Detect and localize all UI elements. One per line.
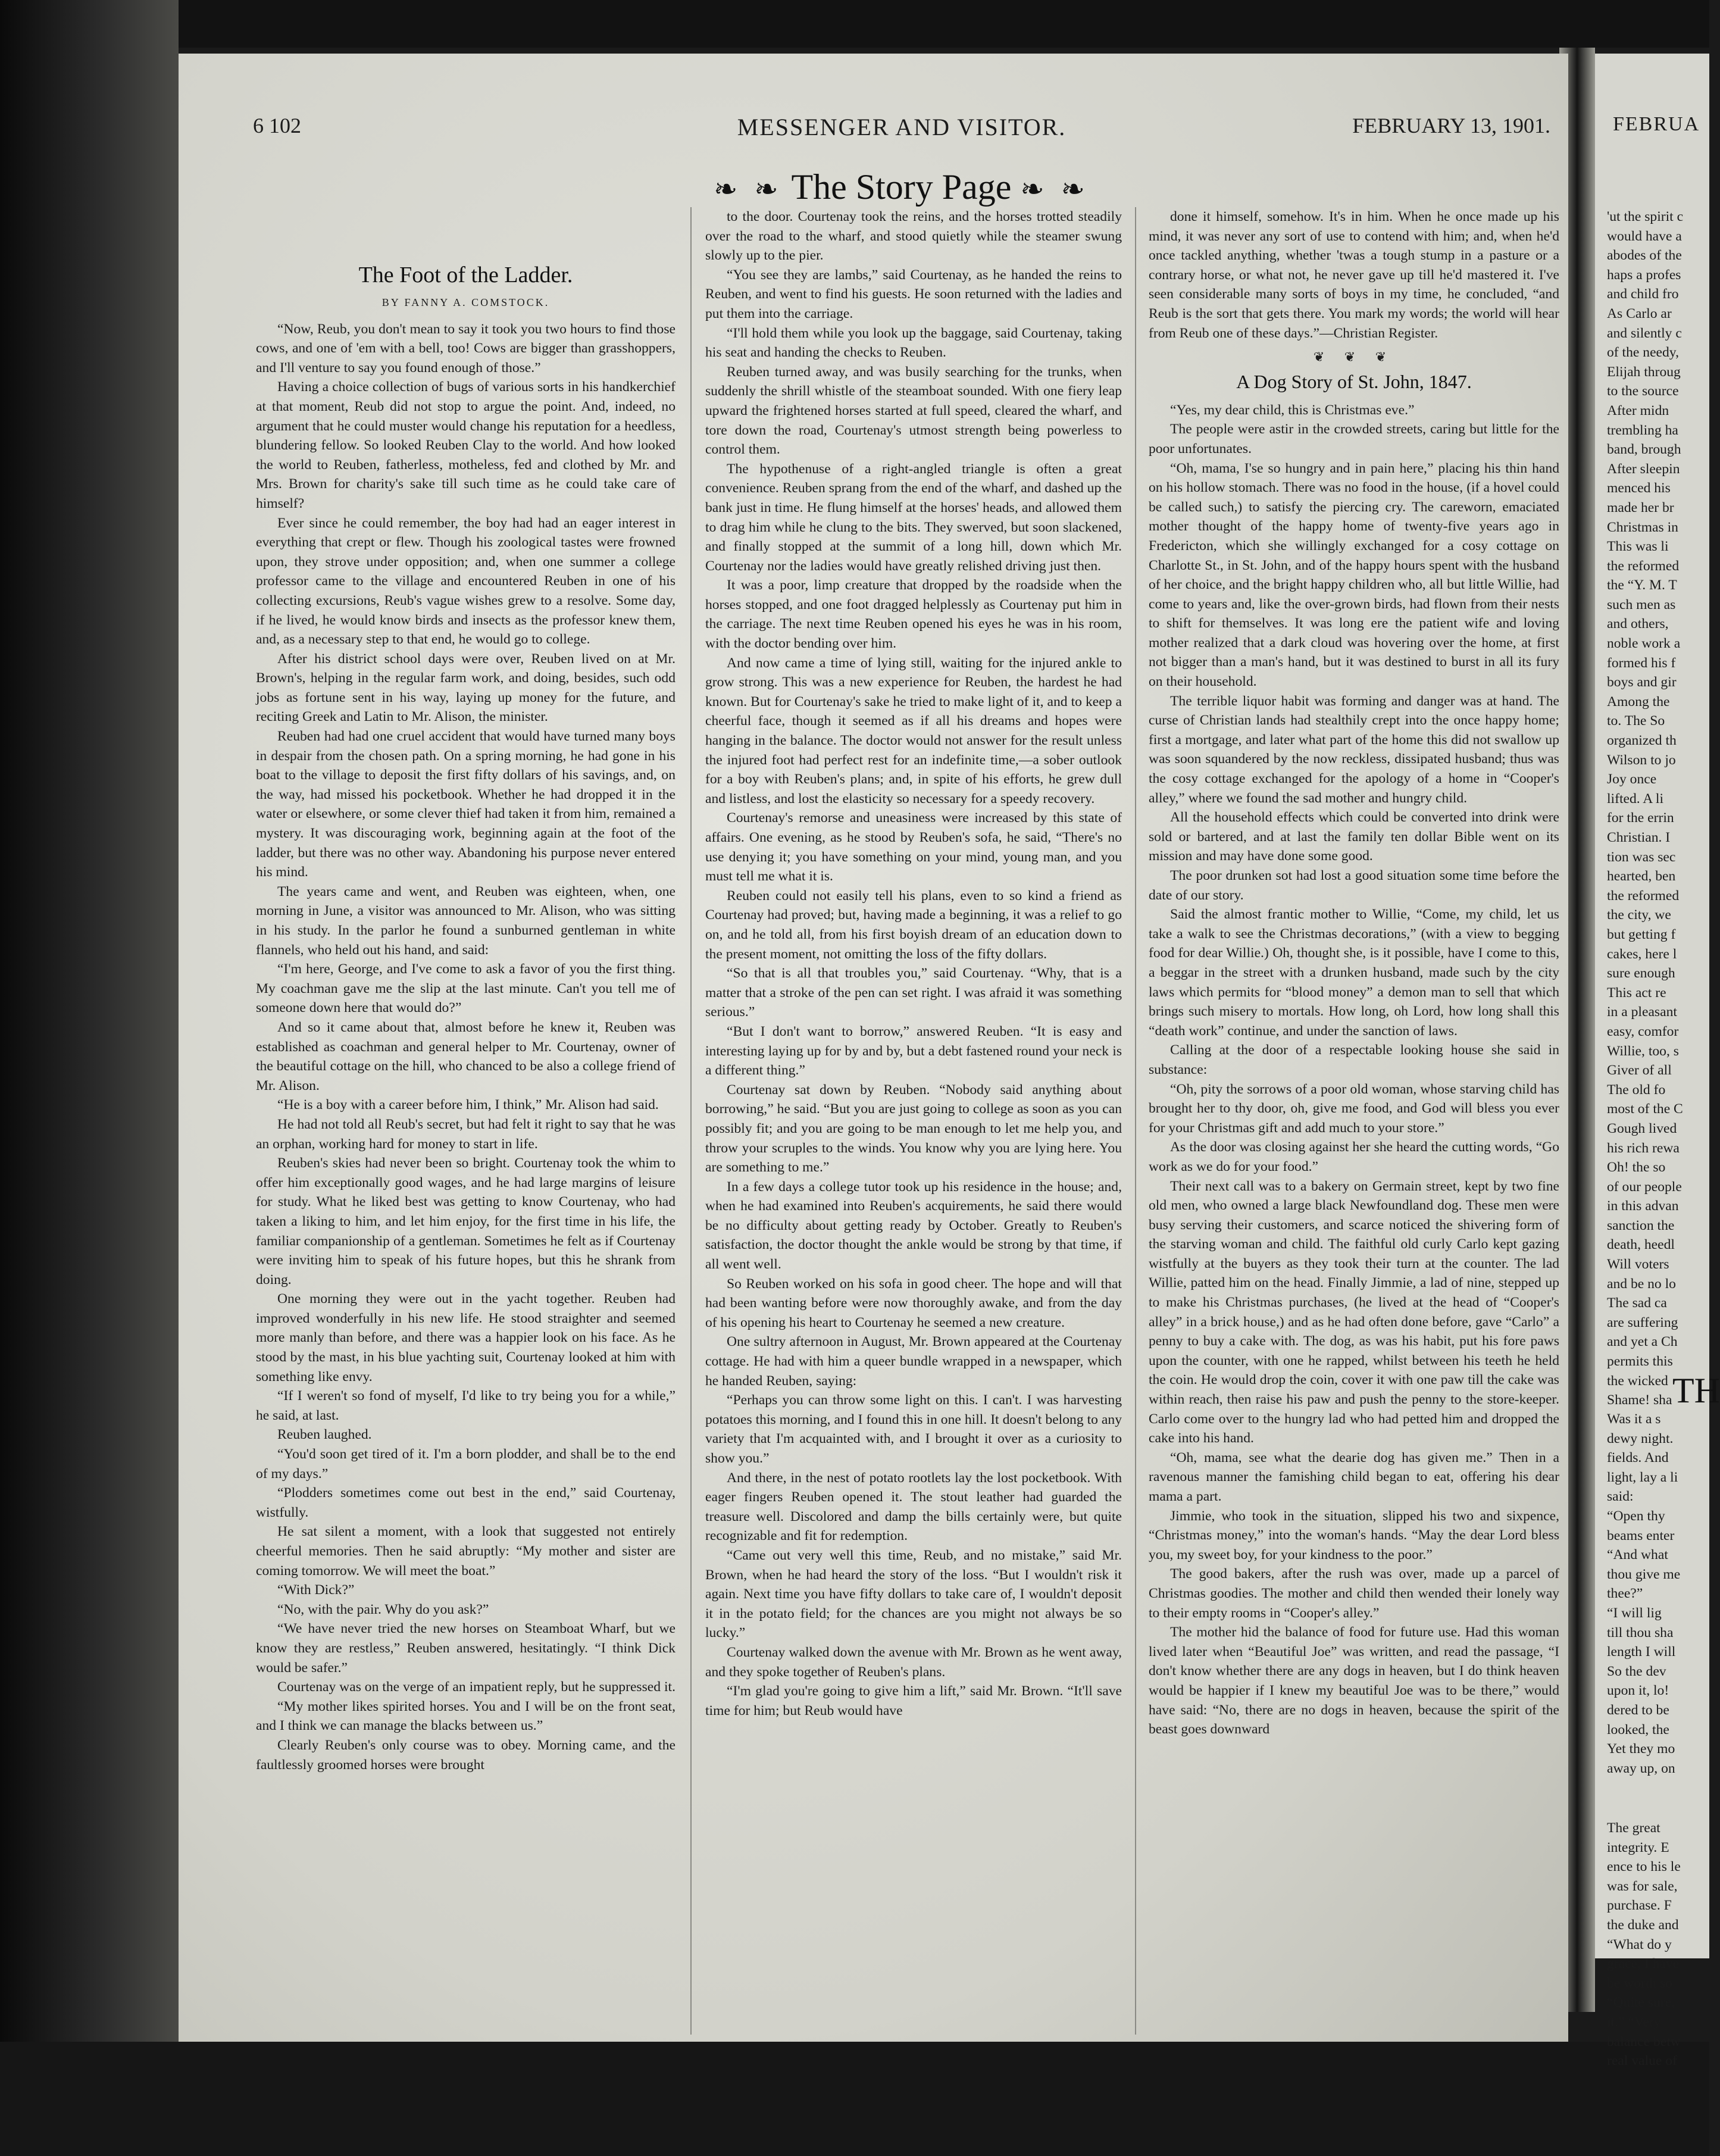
text-line: “What do y [1607, 1936, 1672, 1952]
paragraph: One morning they were out in the yacht together. Reuben had improved wonderfully in his new life. He stood straighter and seemed more manly than before, and there was a happier look on his face. As he stood by the mast, in his blue yachting suit, Courtenay looked at him with something like envy. [256, 1291, 676, 1385]
newspaper-page [179, 54, 1568, 2042]
paragraph: So Reuben worked on his sofa in good cheer. The hope and will that had been wanting before were now thoroughly awake, and from the day of his opening his heart to Courtenay he seemed a new creature. [705, 1276, 1122, 1330]
section-heading [253, 167, 1550, 208]
text-line: Yet they mo [1607, 1741, 1675, 1757]
text-line: and be no lo [1607, 1276, 1676, 1292]
scan-border-left [0, 0, 179, 2156]
paragraph: The hypothenuse of a right-angled triangle is often a great convenience. Reuben sprang from the end of the wharf, and dashed up the bank just in time. He flung himself at the horses' heads, and allowed them to drag him while he clung to the bits. They swerved, but soon slackened, and finally stopped at the summit of a long hill, down which Mr. Courtenay nor the ladies would have greatly relished driving just then. [705, 461, 1122, 574]
text-line: to the source [1607, 383, 1679, 399]
fleuron-ornament-right: ❧ ❧ [1020, 174, 1090, 205]
text-line: the wicked [1607, 1373, 1668, 1389]
text-line: This was li [1607, 539, 1669, 555]
text-line: of our people [1607, 1179, 1682, 1195]
text-line: This act re [1607, 985, 1666, 1001]
text-line: sure enough [1607, 965, 1675, 982]
story-byline: BY FANNY A. COMSTOCK. [381, 296, 550, 308]
paragraph: Courtenay sat down by Reuben. “Nobody said anything about borrowing,” he said. “But you are just going to college as soon as you can possibly fit; and you are going to be man enough to let me help you, and throw your scruples to the winds. You know why you are lying here. You are something to me.” [705, 1082, 1122, 1176]
paragraph: “He is a boy with a career before him, I think,” Mr. Alison had said. [277, 1097, 659, 1113]
paragraph: “Oh, mama, I'se so hungry and in pain here,” placing his thin hand on his hollow stomach. There was no food in the house, (if a hovel could be called such,) to satisfy the piercing cry. The careworn, emaciated mother thought of the happy home of twenty-five years ago in Fredericton, which she willingly exchanged for a cosy cottage on Charlotte St., in St. John, and of the happy hours spent with the husband of her choice, and the bright happy children who, all but little Willie, had come to years and, like the over-grown birds, had flown from their nests to shift for themselves. It was long ere the patient wife and loving mother realized that a dark cloud was hovering over the home, at first not bigger than a man's hand, but it was destined to burst in all its fury on their household. [1149, 460, 1559, 690]
column-1 [256, 262, 676, 1774]
text-line: such men as [1607, 596, 1676, 613]
paragraph: He had not told all Reub's secret, but had felt it right to say that he was an orphan, working hard for money to start in life. [256, 1116, 676, 1152]
paragraph: The poor drunken sot had lost a good situation some time before the date of our story. [1149, 868, 1559, 903]
text-line: After sleepin [1607, 461, 1680, 477]
text-line: beams enter [1607, 1527, 1675, 1543]
paragraph: As the door was closing against her she heard the cutting words, “Go work as we do for your food.” [1149, 1139, 1559, 1174]
paragraph: Reuben's skies had never been so bright. Courtenay took the whim to offer him exceptionally good wages, and he had large margins of leisure for study. What he liked best was getting to know Courtenay, who had taken a liking to him, and let him enjoy, for the first time in his life, the familiar companionship of a gentleman. Sometimes he felt as if Courtenay were inviting him to speak of his future hopes, but this he shrank from doing. [256, 1155, 676, 1288]
paragraph: “If I weren't so fond of myself, I'd like to try being you for a while,” he said, at last. [256, 1388, 676, 1423]
text-line: the city, we [1607, 907, 1671, 923]
story-body-conclusion [1149, 207, 1559, 343]
text-line: tion was sec [1607, 849, 1676, 865]
text-line: sanction the [1607, 1217, 1675, 1233]
story-title: The Foot of the Ladder. [358, 263, 573, 288]
text-line: it.” “Very [1607, 2014, 1661, 2030]
paragraph: Courtenay's remorse and uneasiness were increased by this state of affairs. One evening, as he stood by Reuben's sofa, he said, “There's no use denying it; you have something on your mind, young man, and you must tell me what it is. [705, 810, 1122, 885]
text-line: abodes of the [1607, 248, 1682, 264]
paragraph: “My mother likes spirited horses. You and I will be on the front seat, and I think we can manage the blacks between us.” [256, 1698, 676, 1734]
text-line: the duke and [1607, 1917, 1679, 1933]
paragraph: Courtenay was on the verge of an impatient reply, but he suppressed it. [277, 1679, 676, 1695]
paragraph: “No, with the pair. Why do you ask?” [277, 1601, 489, 1617]
text-line: lifted. A li [1607, 790, 1664, 807]
paragraph: And now came a time of lying still, waiting for the injured ankle to grow strong. This was a new experience for Reuben, the hardest he had known. But for Courtenay's sake he tried to make light of it, and to keep a cheerful face, though it seemed as if all his dreams and hopes were hanging in the balance. The doctor would not answer for the result unless the injured foot had perfect rest for an indefinite time,—a sober outlook for a boy with Reuben's plans; and, in spite of his efforts, he grew dull and listless, and lost the elasticity so necessary for a speedy recovery. [705, 655, 1122, 807]
text-line: purchase. F [1607, 1898, 1672, 1914]
text-line: Wilson to jo [1607, 752, 1676, 768]
text-line: till thou sha [1607, 1624, 1674, 1641]
text-line: to. The So [1607, 713, 1665, 729]
paragraph: One sultry afternoon in August, Mr. Brown appeared at the Courtenay cottage. He had with him a queer bundle wrapped in a newspaper, which he handed Reuben, saying: [705, 1334, 1122, 1389]
paragraph: “I'm here, George, and I've come to ask a favor of you the first thing. My coachman gave me the slip at the last minute. Can't you tell me of someone down here that would do?” [256, 961, 676, 1016]
paragraph: “But I don't want to borrow,” answered Reuben. “It is easy and interesting laying up for by and by, but a debt fastened round your neck is a different thing.” [705, 1023, 1122, 1079]
story-body [1149, 401, 1559, 1739]
text-line: dewy night. [1607, 1430, 1674, 1446]
text-line: noble work a [1607, 636, 1681, 652]
text-line: the reformed [1607, 558, 1680, 574]
text-line: The old fo [1607, 1082, 1666, 1098]
paragraph: Having a choice collection of bugs of various sorts in his handkerchief at that moment, Reub did not stop to argue the point. And, indeed, no argument that he could muster would change his reputation for a heedless, blundering fellow. So looked Reuben Clay to the world. And how looked the world to Reuben, fatherless, motheless, fed and clothed by Mr. and Mrs. Brown for charity's sake till such time as he could take care of himself? [256, 379, 676, 511]
paragraph: done it himself, somehow. It's in him. When he once made up his mind, it was never any sort of use to contend with him; and, when he'd once tackled anything, whether 'twas a tough stump in a pasture or a contrary horse, or what not, he never gave up till he'd mastered it. I've seen considerable many sorts of boys in my time, he concluded, “and Reub is the sort that gets there. You mark my words; the world will hear from Reub one of these days.”—Christian Register. [1149, 209, 1559, 341]
text-line: The great [1607, 1820, 1660, 1836]
scan-border-bottom [0, 2042, 1709, 2156]
text-line: cakes, here l [1607, 946, 1677, 962]
publication-title: MESSENGER AND VISITOR. [737, 114, 1067, 140]
text-line: Shame! sha [1607, 1392, 1672, 1408]
text-line: upon it, lo! [1607, 1683, 1669, 1699]
paragraph: “Plodders sometimes come out best in the end,” said Courtenay, wistfully. [256, 1485, 676, 1520]
paragraph: “Yes, my dear child, this is Christmas eve.” [1170, 402, 1415, 418]
text-line: the “Y. M. T [1607, 577, 1677, 593]
story-title: A Dog Story of St. John, 1847. [1236, 370, 1472, 392]
text-line: length I will [1607, 1644, 1676, 1660]
story-body-continued [705, 207, 1122, 1720]
paragraph: “So that is all that troubles you,” said Courtenay. “Why, that is a matter that a stroke of the pen can set right. I was afraid it was something serious.” [705, 965, 1122, 1020]
paragraph: Reuben could not easily tell his plans, even to so kind a friend as Courtenay had proved; but, having made a beginning, it was a relief to go on, and he told all, from his first boyish dream of an education down to the present moment, not omitting the loss of the fifty dollars. [705, 888, 1122, 962]
adjacent-column-text [1607, 207, 1720, 1410]
paragraph: “Oh, mama, see what the dearie dog has given me.” Then in a ravenous manner the famishing child began to eat, offering his dear mama a part. [1149, 1449, 1559, 1504]
running-head [253, 113, 1550, 149]
paragraph: In a few days a college tutor took up his residence in the house; and, when he had examined into Reuben's acquirements, he said there would be no difficulty about getting ready by October. Greatly to Reuben's satisfaction, the doctor thought the ankle would be strong by that time, if all went well. [705, 1179, 1122, 1273]
text-line: ence to his le [1607, 1859, 1681, 1875]
paragraph: “I'll hold them while you look up the baggage, said Courtenay, taking his seat and handing the checks to Reuben. [705, 325, 1122, 361]
paragraph: “You see they are lambs,” said Courtenay, as he handed the reins to Reuben, and went to find his guests. He soon returned with the ladies and put them into the carriage. [705, 267, 1122, 321]
text-line: of the needy, [1607, 345, 1679, 361]
text-line: would have a [1607, 228, 1682, 244]
text-line: organized th [1607, 733, 1677, 749]
paragraph: Jimmie, who took in the situation, slipped his two and sixpence, “Christmas money,” into the woman's hands. “May the dear Lord bless you, my sweet boy, for your kindness to the poor.” [1149, 1508, 1559, 1563]
text-line: Willie, too, s [1607, 1043, 1679, 1059]
text-line: Elijah throug [1607, 364, 1681, 380]
paragraph: The terrible liquor habit was forming and danger was at hand. The curse of Christian lands had stealthily crept into the once happy home; first a mortgage, and later what part of the home this did not swallow up was soon squandered by the now reckless, dissipated husband; thus was the cosy cottage exchanged for the apology of a home in “Cooper's alley,” where we found the sad mother and hungry child. [1149, 693, 1559, 806]
text-line: permits this [1607, 1354, 1673, 1370]
text-line: made her br [1607, 499, 1674, 515]
text-line: Will voters [1607, 1257, 1669, 1273]
text-line: most of the C [1607, 1101, 1683, 1117]
text-line: dered to be [1607, 1702, 1669, 1718]
paragraph: All the household effects which could be converted into drink were sold or bartered, and at last the family ten dollar Bible went on its mission and may have done some good. [1149, 810, 1559, 864]
section-title-text: The Story Page [791, 167, 1012, 207]
text-line: looked, the [1607, 1721, 1669, 1738]
text-line: grace, I have [1607, 1956, 1680, 1972]
paragraph: Courtenay walked down the avenue with Mr. Brown as he went away, and they spoke together of Reuben's plans. [705, 1644, 1122, 1680]
text-line: death, heedl [1607, 1237, 1675, 1253]
text-line: for the errin [1607, 810, 1674, 826]
paragraph: And so it came about that, almost before he knew it, Reuben was established as coachman and general helper to Mr. Courtenay, owner of the beautiful cottage on the hill, who chanced to be also a college friend of Mr. Alison. [256, 1019, 676, 1093]
text-line: Giver of all [1607, 1063, 1672, 1079]
adjacent-heading: TH [1672, 1371, 1720, 1410]
issue-date: FEBRUARY 13, 1901. [1352, 114, 1550, 138]
text-line: Was it a s [1607, 1411, 1661, 1427]
text-line: “Open thy [1607, 1508, 1665, 1524]
section-divider-ornament: ❦ ❦ ❦ [1313, 349, 1395, 365]
text-line: integrity. E [1607, 1839, 1669, 1855]
text-line: “And what [1607, 1547, 1668, 1563]
text-line: trembling ha [1607, 422, 1678, 438]
story-body [256, 320, 676, 1775]
paragraph: The people were astir in the crowded streets, caring but little for the poor unfortunates. [1149, 421, 1559, 457]
paragraph: He sat silent a moment, with a look that suggested not entirely cheerful memories. Then he said abruptly: “My mother and sister are coming tomorrow. We will meet the boat.” [256, 1524, 676, 1579]
paragraph: “With Dick?” [277, 1582, 355, 1598]
paragraph: The years came and went, and Reuben was eighteen, when, one morning in June, a visitor was announced to Mr. Alison, who was sitting in his study. In the parlor he found a sunburned gentleman in white flannels, who held out his hand, and said: [256, 883, 676, 958]
text-line: haps a profes [1607, 267, 1681, 283]
text-line: Gough lived [1607, 1120, 1677, 1136]
fleuron-ornament-left: ❧ ❧ [714, 174, 783, 205]
text-line: and yet a Ch [1607, 1334, 1678, 1350]
column-2 [705, 207, 1122, 1720]
paragraph: Clearly Reuben's only course was to obey. Morning came, and the faultlessly groomed horses were brought [256, 1737, 676, 1773]
column-rule [1135, 207, 1136, 2035]
text-line: the reformed [1607, 888, 1680, 904]
paragraph: Ever since he could remember, the boy had had an eager interest in everything that crept or flew. Though his zoological tastes were frowned upon, they strove under opposition; and, when one summer a college professor came to the village and encountered Reuben in one of his collecting excursions, Reub's vague wishes grew to a resolve. Some day, if he lived, he would know birds and insects as the professor knew them, and, as a necessary step to that end, he would go to college. [256, 515, 676, 648]
text-line: Christian. I [1607, 830, 1671, 845]
paragraph: “Oh, pity the sorrows of a poor old woman, whose starving child has brought her to thy door, oh, give me food, and God will bless you ever for your Christmas gift and add much to your store.” [1149, 1081, 1559, 1136]
paragraph: “We have never tried the new horses on Steamboat Wharf, but we know they are restless,” Reuben answered, hesitatingly. “I think Dick would be safer.” [256, 1621, 676, 1676]
text-line: So the dev [1607, 1663, 1666, 1679]
text-line: said: [1607, 1489, 1634, 1505]
paragraph: to the door. Courtenay took the reins, and the horses trotted steadily over the road to the wharf, and stood quietly while the steamer swung slowly up to the pier. [705, 209, 1122, 264]
text-line: “Quite sure, [1607, 1995, 1675, 2011]
text-line: fields. And [1607, 1450, 1669, 1466]
paragraph: Calling at the door of a respectable looking house she said in substance: [1149, 1042, 1559, 1077]
paragraph: After his district school days were over, Reuben lived on at Mr. Brown's, helping in the regular farm work, and doing, besides, such odd jobs as fortune sent in his way, laying up money for the future, and reciting Greek and Latin to Mr. Alison, the minister. [256, 651, 676, 725]
text-line: and child fro [1607, 286, 1679, 302]
paragraph: “Came out very well this time, Reub, and no mistake,” said Mr. Brown, when he had heard the story of the loss. “But I wouldn't risk it again. Next time you have fifty dollars to take care of, I wouldn't deposit it in the potato field; for the chances are you might not always be so lucky.” [705, 1547, 1122, 1641]
text-line: thee?” [1607, 1586, 1643, 1602]
text-line: light, lay a li [1607, 1469, 1678, 1485]
text-line: boys and gir [1607, 674, 1677, 690]
text-line: thou give me [1607, 1566, 1681, 1582]
text-line: in a pleasant [1607, 1004, 1677, 1020]
paragraph: The good bakers, after the rush was over, made up a parcel of Christmas goodies. The mother and child then wended their lonely way to their empty rooms in “Cooper's alley.” [1149, 1566, 1559, 1621]
text-line: The sad ca [1607, 1295, 1667, 1311]
text-line: 'ut the spirit c [1607, 209, 1684, 224]
text-line: Christmas in [1607, 519, 1678, 535]
text-line: real value of [1607, 2053, 1677, 2069]
paragraph: Reuben laughed. [277, 1427, 372, 1443]
text-line: Among the [1607, 693, 1670, 710]
text-line: balance betw [1607, 2033, 1681, 2049]
text-line: but getting f [1607, 926, 1676, 942]
column-3 [1149, 207, 1559, 1739]
paragraph: “I'm glad you're going to give him a lift,” said Mr. Brown. “It'll save time for him; but Reub would have [705, 1683, 1122, 1718]
text-line: and silently c [1607, 325, 1682, 341]
adjacent-page-header: FEBRUA [1613, 113, 1700, 135]
text-line: band, brough [1607, 442, 1681, 458]
scan-border-top [0, 0, 1709, 48]
paragraph: “Now, Reub, you don't mean to say it took you two hours to find those cows, and one of 'em with a bell, too! Cows are bigger than grasshoppers, and I'll venture to say you found enough of those.” [256, 321, 676, 376]
text-line: Joy once [1607, 771, 1657, 788]
text-line: was for sale, [1607, 1878, 1678, 1894]
text-line: easy, comfor [1607, 1023, 1679, 1039]
text-line: As Carlo ar [1607, 305, 1672, 321]
text-line: be worth so [1607, 1975, 1673, 1991]
text-line: menced his [1607, 480, 1671, 496]
text-line: hearted, ben [1607, 868, 1676, 885]
text-line: are suffering [1607, 1314, 1678, 1330]
paragraph: “You'd soon get tired of it. I'm a born plodder, and shall be to the end of my days.” [256, 1446, 676, 1482]
text-line: away up, on [1607, 1760, 1675, 1776]
paragraph: Reuben had had one cruel accident that would have turned many boys in despair from the chosen path. On a spring morning, he had gone in his boat to the village to deposit the first fifty dollars of his savings, and, on the way, had missed his pocketbook. Whether he had dropped it in the water or elsewhere, or some clever thief had taken it from him, remained a mystery. It was discouraging work, beginning again at the foot of the ladder, but there was no other way. Abandoning his purpose never entered his mind. [256, 729, 676, 880]
paragraph: Said the almost frantic mother to Willie, “Come, my child, let us take a walk to see the Christmas decorations,” (with a view to begging food for dear Willie.) Oh, thought she, is it possible, have I come to this, a beggar in the street with a drunken husband, made such by the city laws which permits for “blood money” a demon man to sell that which brings such misery to mortals. How long, oh Lord, how long shall this “death work” continue, and under the sanction of laws. [1149, 907, 1559, 1039]
paragraph: The mother hid the balance of food for future use. Had this woman lived later when “Beautiful Joe” was written, and read the passage, “I don't know whether there are any dogs in heaven, but I do think heaven would be happier if I knew my beautiful Joe was to be there,” would have said: “No, there are no dogs in heaven, because the spirit of the beast goes downward [1149, 1624, 1559, 1738]
text-line: in this advan [1607, 1198, 1679, 1214]
paragraph: Reuben turned away, and was busily searching for the trunks, when suddenly the shrill whistle of the steamboat sounded. With one fiery leap upward the frightened horses started at full speed, cleared the wharf, and tore down the road, Courtenay's utmost strength being powerless to control them. [705, 364, 1122, 458]
paragraph: “Perhaps you can throw some light on this. I can't. I was harvesting potatoes this morning, and I found this in one hill. It doesn't belong to any variety that I'm acquainted with, and I brought it over as a curiosity to show you.” [705, 1392, 1122, 1466]
text-line: and others, [1607, 616, 1669, 632]
text-line: his rich rewa [1607, 1140, 1680, 1156]
adjacent-column-text [1607, 1410, 1720, 1778]
text-line: formed his f [1607, 655, 1676, 671]
paragraph: And there, in the nest of potato rootlets lay the lost pocketbook. With eager fingers Reuben opened it. The stout leather had guarded the treasure well. Discolored and damp the bills certainly were, but quite recognizable and fit for redemption. [705, 1470, 1122, 1544]
text-line: Oh! the so [1607, 1160, 1666, 1176]
adjacent-page-fragment [1595, 54, 1720, 2069]
text-line: “I will lig [1607, 1605, 1662, 1621]
column-rule [690, 207, 692, 2035]
paragraph: It was a poor, limp creature that dropped by the roadside when the horses stopped, and one foot dragged helplessly as Courtenay put him in the carriage. The next time Reuben opened his eyes he was in his room, with the doctor bending over him. [705, 577, 1122, 652]
page-number: 6 102 [253, 114, 301, 138]
text-line: After midn [1607, 402, 1669, 418]
paragraph: Their next call was to a bakery on Germain street, kept by two fine old men, who owned a large black Newfoundland dog. These men were busy serving their customers, and scarce noticed the shivering form of the starving woman and child. The faithful old curly Carlo kept gazing wistfully at the buyers as they took their turn at the counter. The lad Willie, patted him on the head. Finally Jimmie, a lad of nine, stepped up to make his Christmas purchases, (he lived at the head of “Cooper's alley” in a brick house,) and as he had often done before, gave “Carlo” a penny to buy a cake with. The dog, as was his habit, put his fore paws upon the counter, with one he rapped, whilst between his teeth he held the coin. He would drop the coin, cover it with one paw till the cake was within reach, then raise his paw and push the penny to the store-keeper. Carlo come over to the hungry lad who had petted him and dropped the cake into his hand. [1149, 1178, 1559, 1446]
adjacent-column-text [1607, 1818, 1720, 2071]
